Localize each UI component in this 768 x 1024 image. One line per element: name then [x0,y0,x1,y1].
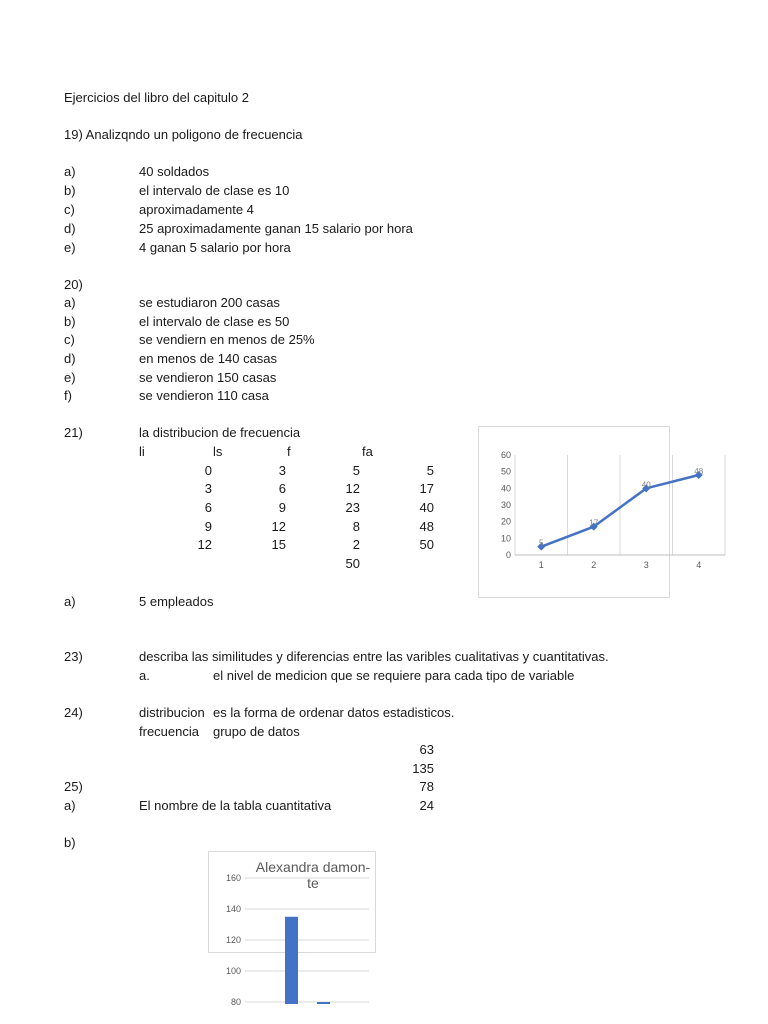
q24-label: 24) [64,705,83,720]
q20-item-text: se vendieron 150 casas [139,370,277,385]
q20-title: 20) [64,277,83,292]
table-header: ls [213,444,223,459]
y-tick-label: 10 [500,533,511,544]
data-label: 5 [539,538,544,548]
y-tick-label: 0 [505,550,511,560]
table-cell: 6 [204,500,212,515]
data-label: 17 [589,518,599,528]
table-cell: 6 [278,481,286,496]
q25-a-text: El nombre de la tabla cuantitativa [139,798,332,813]
q24-term2: frecuencia [139,724,199,739]
q20-item-label: a) [64,295,76,310]
q20-item-label: d) [64,351,76,366]
frequency-line-chart [478,426,704,598]
x-tick-label: 4 [696,560,702,570]
table-cell: 8 [352,519,360,534]
q20-item-text: el intervalo de clase es 50 [139,314,290,329]
table-header: li [139,444,145,459]
q20-item-label: c) [64,332,75,347]
table-cell: 2 [352,537,360,552]
q25-a-label: a) [64,798,76,813]
q21-title: la distribucion de frecuencia [139,425,301,440]
q20-item-label: b) [64,314,76,329]
y-tick-label: 50 [500,466,511,477]
q24-value: 135 [412,761,434,776]
q24-value: 24 [419,798,434,813]
q21-answer-label: a) [64,594,76,609]
table-cell: 48 [419,519,434,534]
bar-chart [208,851,376,1007]
table-cell: 12 [197,537,212,552]
q19-item-text: aproximadamente 4 [139,202,254,217]
q23-label: 23) [64,649,83,664]
q25-b-label: b) [64,835,76,850]
q20-item-text: en menos de 140 casas [139,351,278,366]
table-total: 50 [345,556,360,571]
table-cell: 12 [345,481,360,496]
q19-item-text: 4 ganan 5 salario por hora [139,240,291,255]
table-cell: 23 [345,500,360,515]
table-cell: 40 [419,500,434,515]
q19-item-text: 25 aproximadamente ganan 15 salario por hora [139,221,413,236]
table-header: fa [362,444,373,459]
table-cell: 15 [271,537,286,552]
q19-item-label: c) [64,202,75,217]
table-cell: 12 [271,519,286,534]
bar [285,917,298,1004]
table-cell: 17 [419,481,434,496]
table-cell: 3 [204,481,212,496]
data-label: 48 [694,467,704,476]
q23-sub-label: a. [139,668,150,683]
bar-chart-title: Alexandra damon- [255,859,371,875]
bar-chart-title: te [307,875,319,891]
y-tick-label: 80 [230,997,241,1007]
table-cell: 9 [278,500,286,515]
q19-item-label: e) [64,240,76,255]
q19-item-label: b) [64,183,76,198]
bar-chart-svg [209,852,375,1007]
line-chart-svg [479,427,704,597]
q20-item-label: f) [64,388,72,403]
data-label: 40 [641,480,651,490]
y-tick-label: 140 [225,904,241,914]
q24-value: 63 [419,742,434,757]
q23-sub-text: el nivel de medicion que se requiere para cada tipo de variable [213,668,575,683]
q20-item-label: e) [64,370,76,385]
q24-value: 78 [419,779,434,794]
q19-item-text: el intervalo de clase es 10 [139,183,290,198]
q21-answer: 5 empleados [139,594,214,609]
q19-item-label: a) [64,164,76,179]
x-tick-label: 3 [643,560,649,570]
y-tick-label: 120 [225,935,241,945]
table-cell: 50 [419,537,434,552]
q24-def2: grupo de datos [213,724,300,739]
bar [317,1002,330,1004]
q20-item-text: se vendiern en menos de 25% [139,332,315,347]
table-cell: 0 [204,463,212,478]
q20-item-text: se vendieron 110 casa [139,388,269,403]
y-tick-label: 20 [500,516,511,527]
y-tick-label: 30 [500,500,511,510]
q19-item-text: 40 soldados [139,164,210,179]
q19-item-label: d) [64,221,76,236]
table-cell: 3 [278,463,286,478]
q23-text: describa las similitudes y diferencias entre las varibles cualitativas y cuantitativas. [139,649,609,664]
y-tick-label: 160 [225,873,241,883]
table-cell: 5 [352,463,360,478]
table-header: f [287,444,291,459]
q24-def1: es la forma de ordenar datos estadisticos. [213,705,455,720]
q21-label: 21) [64,425,83,440]
x-tick-label: 1 [538,560,544,570]
y-tick-label: 60 [500,450,511,460]
q25-label: 25) [64,779,83,794]
y-tick-label: 100 [225,966,241,976]
table-cell: 9 [204,519,212,534]
q24-term1: distribucion [139,705,205,720]
q20-item-text: se estudiaron 200 casas [139,295,280,310]
table-cell: 5 [426,463,434,478]
y-tick-label: 40 [500,483,511,494]
q19-title: 19) Analizqndo un poligono de frecuencia [64,127,303,142]
x-tick-label: 2 [591,560,597,570]
document-heading: Ejercicios del libro del capitulo 2 [64,90,249,105]
